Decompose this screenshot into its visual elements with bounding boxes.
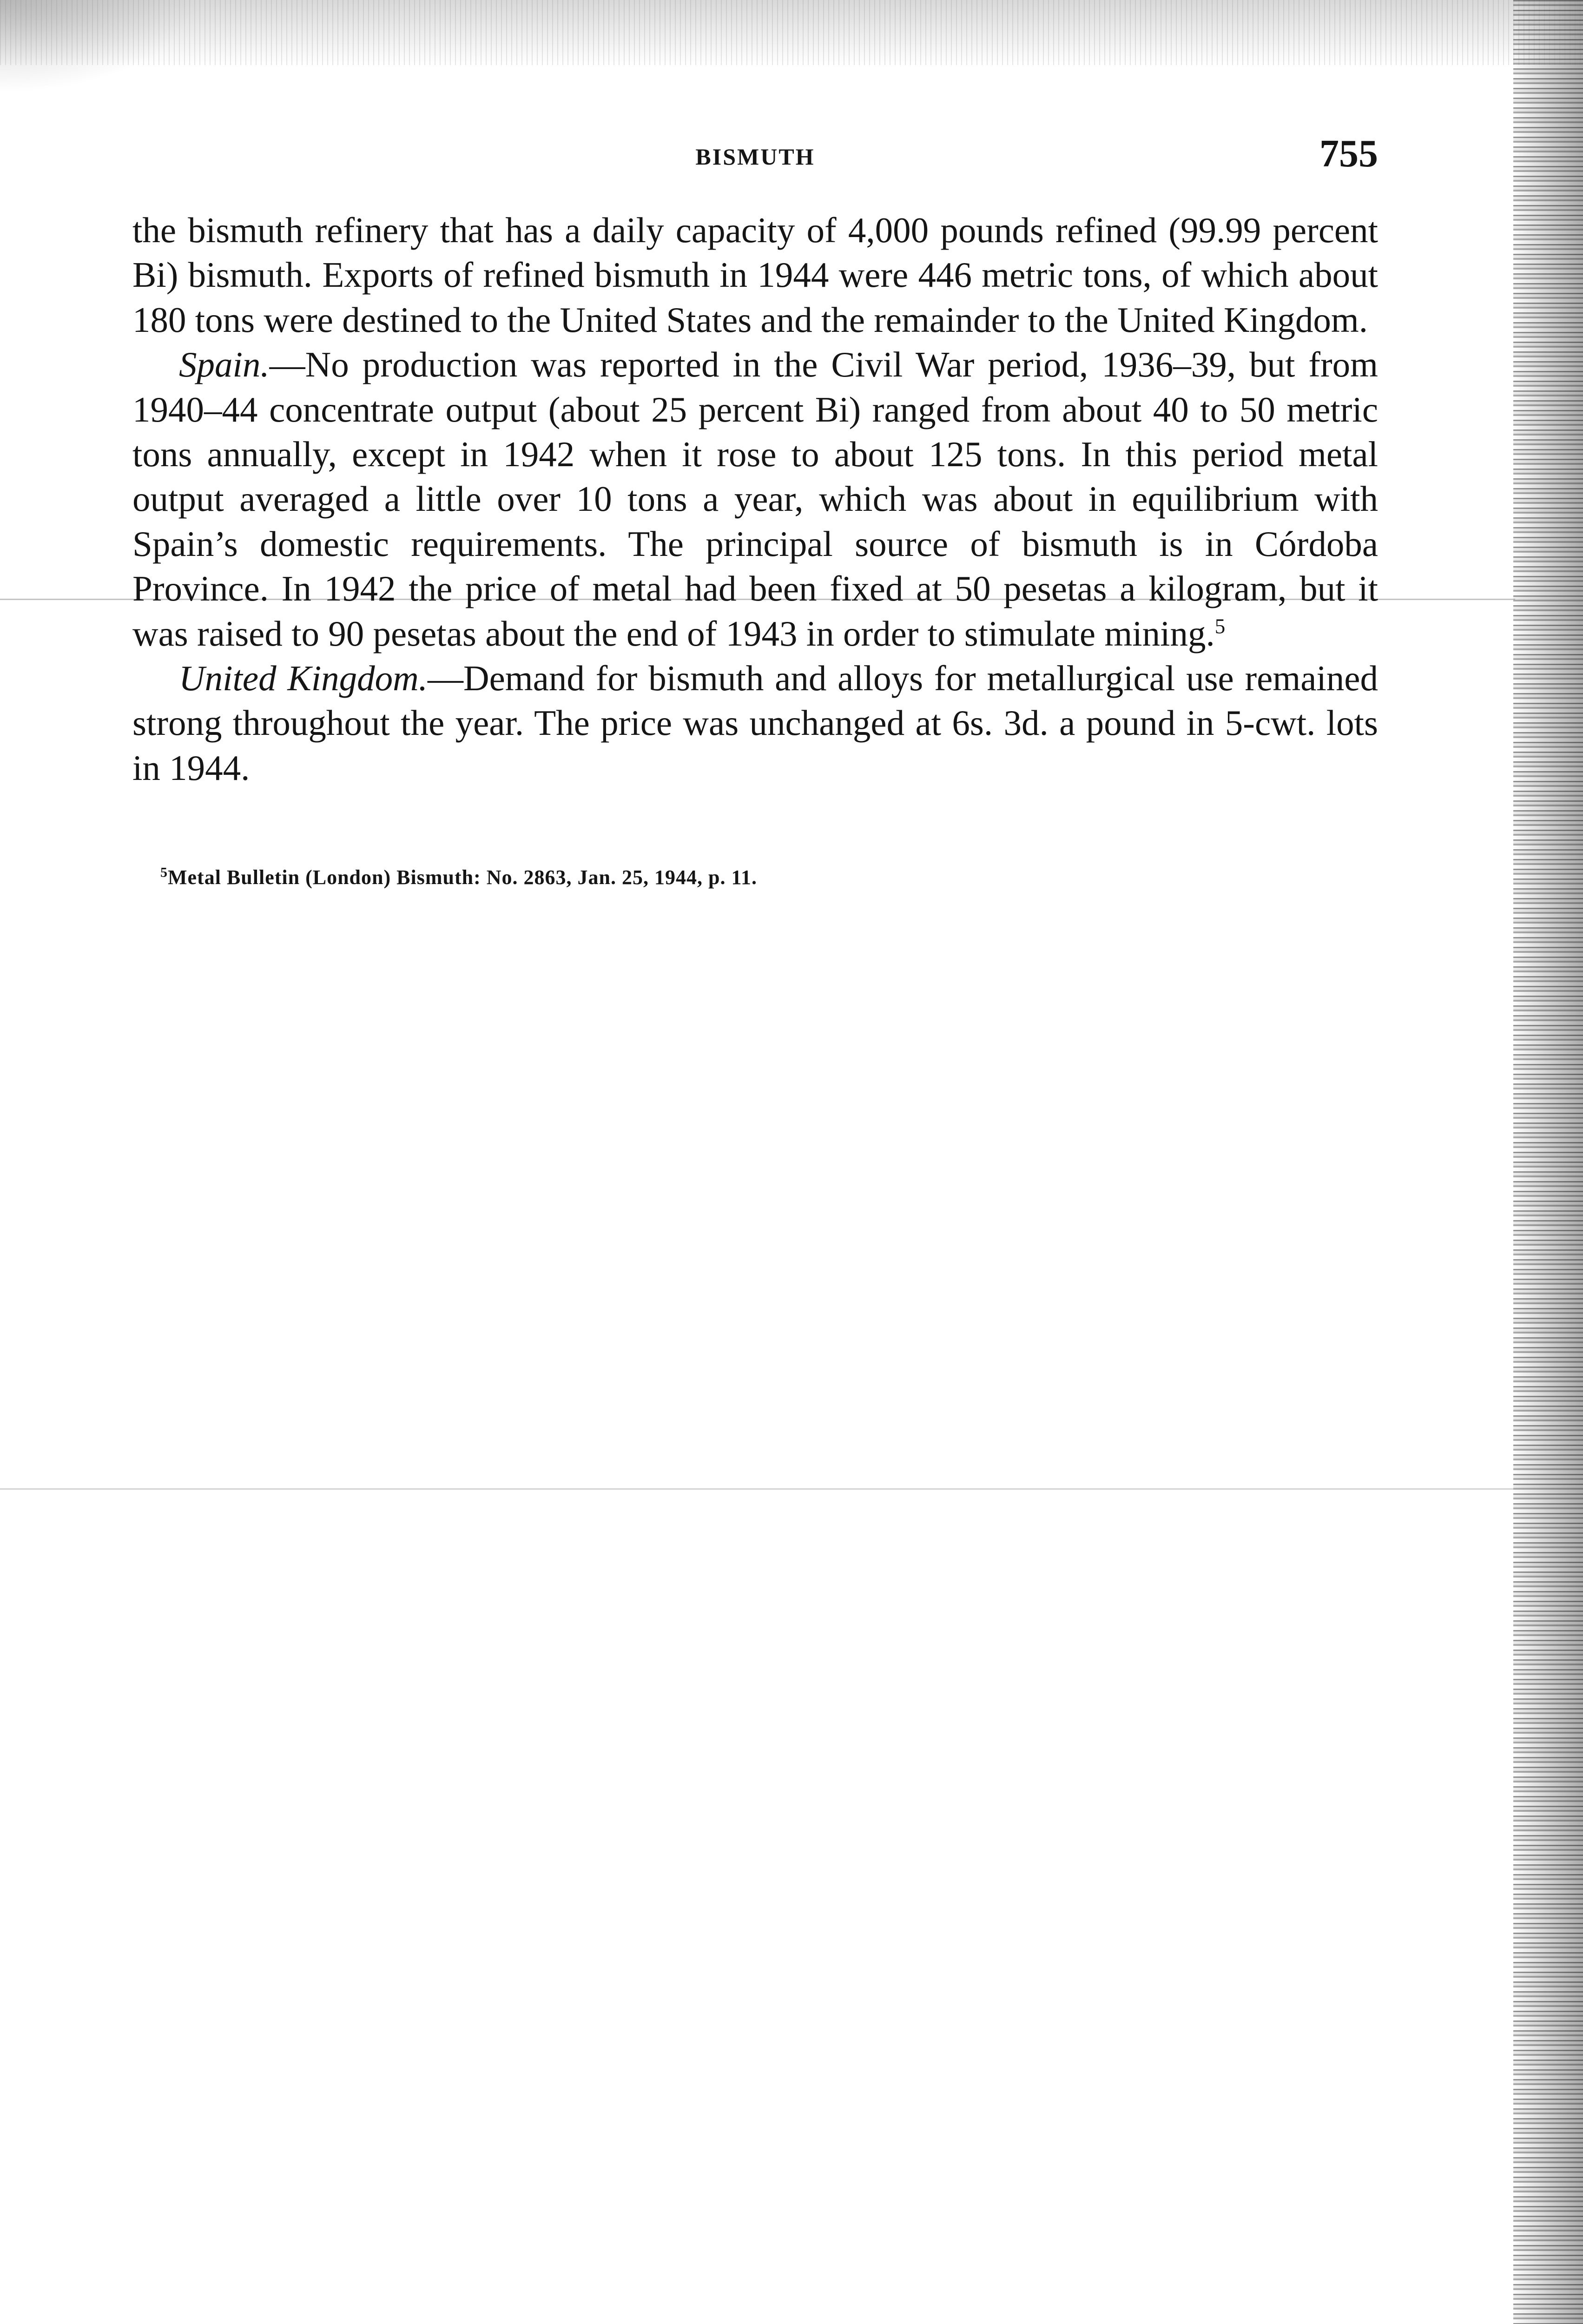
page-number: 755: [1319, 132, 1378, 175]
paragraph-lead-in: United Kingdom.: [179, 658, 428, 699]
footnote-text: Metal Bulletin (London) Bismuth: No. 2863, Jan. 25, 1944, p. 11.: [168, 866, 758, 889]
paragraph: [132, 208, 1378, 342]
paragraph-united-kingdom: [132, 656, 1378, 790]
paragraph-text: —Demand for bismuth and alloys for metallurgical use remained strong throughout the year. The price was unchanged at 6s. 3d. a pound in 5-cwt. lots in 1944.: [132, 658, 1378, 788]
body-text: [132, 208, 1378, 790]
scan-artifact-line: [0, 1488, 1515, 1490]
paragraph-lead-in: Spain.: [179, 344, 270, 385]
footnote-number: 5: [160, 865, 168, 880]
paragraph-text: —No production was reported in the Civil War period, 1936–39, but from 1940–44 concentrate output (about 25 percent Bi) ranged from about 40 to 50 metric tons annually, except in 1942 when it rose to about 125 tons. In this period metal output averaged a little over 10 tons a year, which was about in equilibrium with Spain’s domestic requirements. The principal source of bismuth is in Córdoba Province. In 1942 the price of metal had been fixed at 50 pesetas a kilogram, but it was raised to 90 pesetas about the end of 1943 in order to stimulate mining.: [132, 344, 1378, 654]
scan-right-edge: [1513, 0, 1583, 2324]
footnote: [160, 865, 1369, 891]
footnote-reference: 5: [1214, 614, 1226, 638]
paragraph-spain: [132, 342, 1378, 656]
scan-corner-shading: [0, 0, 195, 93]
paragraph-text: the bismuth refinery that has a daily capacity of 4,000 pounds refined (99.99 percent Bi) bismuth. Exports of refined bismuth in 1944 were 446 metric tons, of which about 180 tons were destined to the United States and the remainder to the United Kingdom.: [132, 210, 1378, 340]
running-title: BISMUTH: [695, 144, 815, 170]
scan-top-shading: [0, 0, 1583, 65]
page-header: [132, 131, 1378, 182]
